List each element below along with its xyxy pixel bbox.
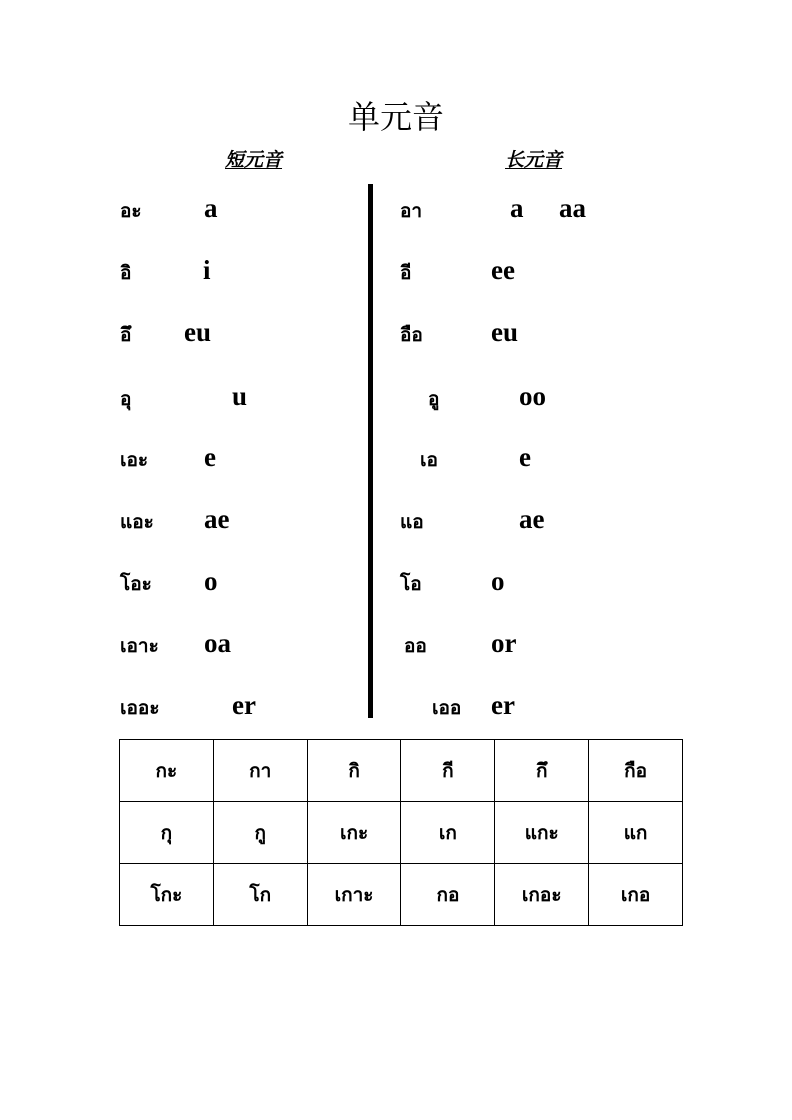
long-vowel-roman: eu — [491, 317, 518, 347]
long-vowel-roman: oo — [519, 381, 546, 411]
short-vowel-thai: อะ — [120, 200, 142, 222]
short-vowel-roman: u — [232, 381, 248, 411]
table-cell: กุ — [120, 802, 214, 864]
short-vowel-roman: oa — [204, 628, 231, 658]
long-vowel-thai: อี — [400, 262, 412, 284]
long-vowel-roman: a — [510, 193, 524, 223]
long-vowel-thai: ออ — [404, 635, 427, 657]
table-row — [120, 864, 683, 926]
long-vowel-thai: อู — [428, 388, 440, 410]
long-vowel-roman: ae — [519, 504, 545, 534]
short-vowel-thai: อึ — [120, 324, 132, 346]
long-vowel-roman: or — [491, 628, 517, 658]
table-row — [120, 802, 683, 864]
table-cell: กู — [213, 802, 307, 864]
table-cell: กึ — [495, 740, 589, 802]
long-vowel-roman: o — [491, 566, 505, 596]
long-vowel-roman: e — [519, 442, 531, 472]
short-vowel-roman: e — [204, 442, 216, 472]
table-cell: เกอะ — [495, 864, 589, 926]
short-vowel-thai: เออะ — [120, 697, 160, 719]
table-cell: กา — [213, 740, 307, 802]
table-cell: แก — [589, 802, 683, 864]
long-vowel-thai: แอ — [400, 511, 424, 533]
long-vowel-thai: เอ — [420, 449, 438, 471]
long-vowel-thai: อา — [400, 200, 423, 222]
table-cell: เกาะ — [307, 864, 401, 926]
syllable-table — [119, 739, 683, 926]
short-vowel-thai: เอะ — [120, 449, 149, 471]
table-cell: เก — [401, 802, 495, 864]
short-vowel-thai: เอาะ — [120, 635, 159, 657]
long-vowel-roman: er — [491, 690, 515, 720]
short-vowel-thai: อุ — [120, 388, 132, 410]
table-cell: กือ — [589, 740, 683, 802]
table-cell: เกอ — [589, 864, 683, 926]
long-vowel-thai: โอ — [400, 573, 422, 595]
column-divider — [368, 184, 373, 718]
short-vowel-roman: i — [203, 255, 211, 285]
table-cell: เกะ — [307, 802, 401, 864]
short-vowel-thai: โอะ — [120, 573, 152, 595]
table-cell: กะ — [120, 740, 214, 802]
table-cell: โกะ — [120, 864, 214, 926]
table-cell: กี — [401, 740, 495, 802]
short-vowels-heading: 短元音 — [225, 149, 283, 171]
long-vowel-roman-alt: aa — [559, 193, 586, 223]
short-vowel-roman: o — [204, 566, 218, 596]
long-vowels-heading: 长元音 — [505, 149, 563, 171]
table-cell: กอ — [401, 864, 495, 926]
short-vowel-roman: a — [204, 193, 218, 223]
long-vowel-thai: เออ — [432, 697, 462, 719]
long-vowel-thai: อือ — [400, 324, 423, 346]
short-vowel-roman: er — [232, 690, 256, 720]
short-vowel-thai: แอะ — [120, 511, 154, 533]
page-title: 单元音 — [347, 98, 444, 136]
short-vowel-roman: ae — [204, 504, 230, 534]
short-vowel-roman: eu — [184, 317, 211, 347]
long-vowel-roman: ee — [491, 255, 515, 285]
table-cell: แกะ — [495, 802, 589, 864]
short-vowel-thai: อิ — [120, 262, 132, 284]
table-cell: กิ — [307, 740, 401, 802]
table-row — [120, 740, 683, 802]
table-cell: โก — [213, 864, 307, 926]
